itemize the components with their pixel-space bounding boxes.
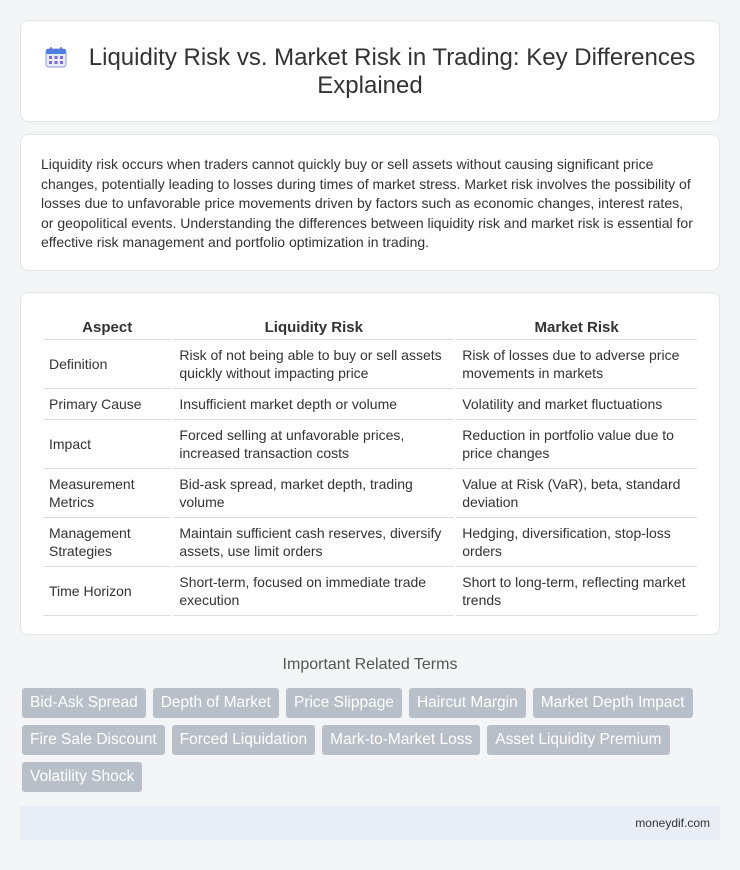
tag-fire-sale-discount[interactable]: Fire Sale Discount — [22, 725, 165, 755]
header-aspect: Aspect — [43, 315, 171, 340]
intro-paragraph: Liquidity risk occurs when traders cannot quickly buy or sell assets without causing significant price changes, potentially leading to losses during times of market stress. Market risk involves the possibility of losses due to unfavorable price movements driven by factors such as economic changes, interest rates, or geopolitical events. Understanding the differences between liquidity risk and market risk is essential for effective risk management and portfolio optimization in trading. — [41, 156, 693, 251]
page-title-wrapper — [21, 44, 719, 100]
row-liquidity: Insufficient market depth or volume — [173, 389, 454, 420]
table-row — [43, 340, 697, 389]
header-market-risk: Market Risk — [456, 315, 697, 340]
tag-price-slippage[interactable]: Price Slippage — [286, 688, 402, 718]
table-row — [43, 469, 697, 518]
row-aspect: Measurement Metrics — [43, 469, 171, 518]
row-aspect: Time Horizon — [43, 567, 171, 616]
tag-depth-of-market[interactable]: Depth of Market — [153, 688, 279, 718]
tag-mark-to-market-loss[interactable]: Mark-to-Market Loss — [322, 725, 480, 755]
header-liquidity-risk: Liquidity Risk — [173, 315, 454, 340]
tag-market-depth-impact[interactable]: Market Depth Impact — [533, 688, 693, 718]
table-row — [43, 389, 697, 420]
row-market: Volatility and market fluctuations — [456, 389, 697, 420]
row-liquidity: Bid-ask spread, market depth, trading volume — [173, 469, 454, 518]
row-aspect: Definition — [43, 340, 171, 389]
row-liquidity: Maintain sufficient cash reserves, diversify assets, use limit orders — [173, 518, 454, 567]
row-market: Hedging, diversification, stop-loss orders — [456, 518, 697, 567]
page-title: Liquidity Risk vs. Market Risk in Trading: Key Differences Explained — [88, 44, 696, 99]
intro-card — [20, 134, 720, 271]
tag-forced-liquidation[interactable]: Forced Liquidation — [172, 725, 316, 755]
tag-asset-liquidity-premium[interactable]: Asset Liquidity Premium — [487, 725, 669, 755]
row-aspect: Impact — [43, 420, 171, 469]
tag-volatility-shock[interactable]: Volatility Shock — [22, 762, 142, 792]
tag-haircut-margin[interactable]: Haircut Margin — [409, 688, 526, 718]
comparison-table-card — [20, 292, 720, 635]
footer — [20, 806, 720, 840]
row-aspect: Primary Cause — [43, 389, 171, 420]
row-liquidity: Risk of not being able to buy or sell assets quickly without impacting price — [173, 340, 454, 389]
title-card — [20, 20, 720, 122]
row-market: Value at Risk (VaR), beta, standard deviation — [456, 469, 697, 518]
row-aspect: Management Strategies — [43, 518, 171, 567]
comparison-table — [41, 315, 699, 616]
calendar-icon — [45, 46, 67, 68]
row-liquidity: Short-term, focused on immediate trade execution — [173, 567, 454, 616]
row-liquidity: Forced selling at unfavorable prices, increased transaction costs — [173, 420, 454, 469]
table-row — [43, 567, 697, 616]
tag-bid-ask-spread[interactable]: Bid-Ask Spread — [22, 688, 146, 718]
table-row — [43, 518, 697, 567]
footer-site-link[interactable]: moneydif.com — [635, 816, 710, 830]
table-header-row — [43, 315, 697, 340]
row-market: Risk of losses due to adverse price movements in markets — [456, 340, 697, 389]
table-row — [43, 420, 697, 469]
row-market: Short to long-term, reflecting market trends — [456, 567, 697, 616]
related-terms-list — [22, 688, 722, 792]
row-market: Reduction in portfolio value due to price changes — [456, 420, 697, 469]
related-terms-title: Important Related Terms — [282, 656, 458, 673]
